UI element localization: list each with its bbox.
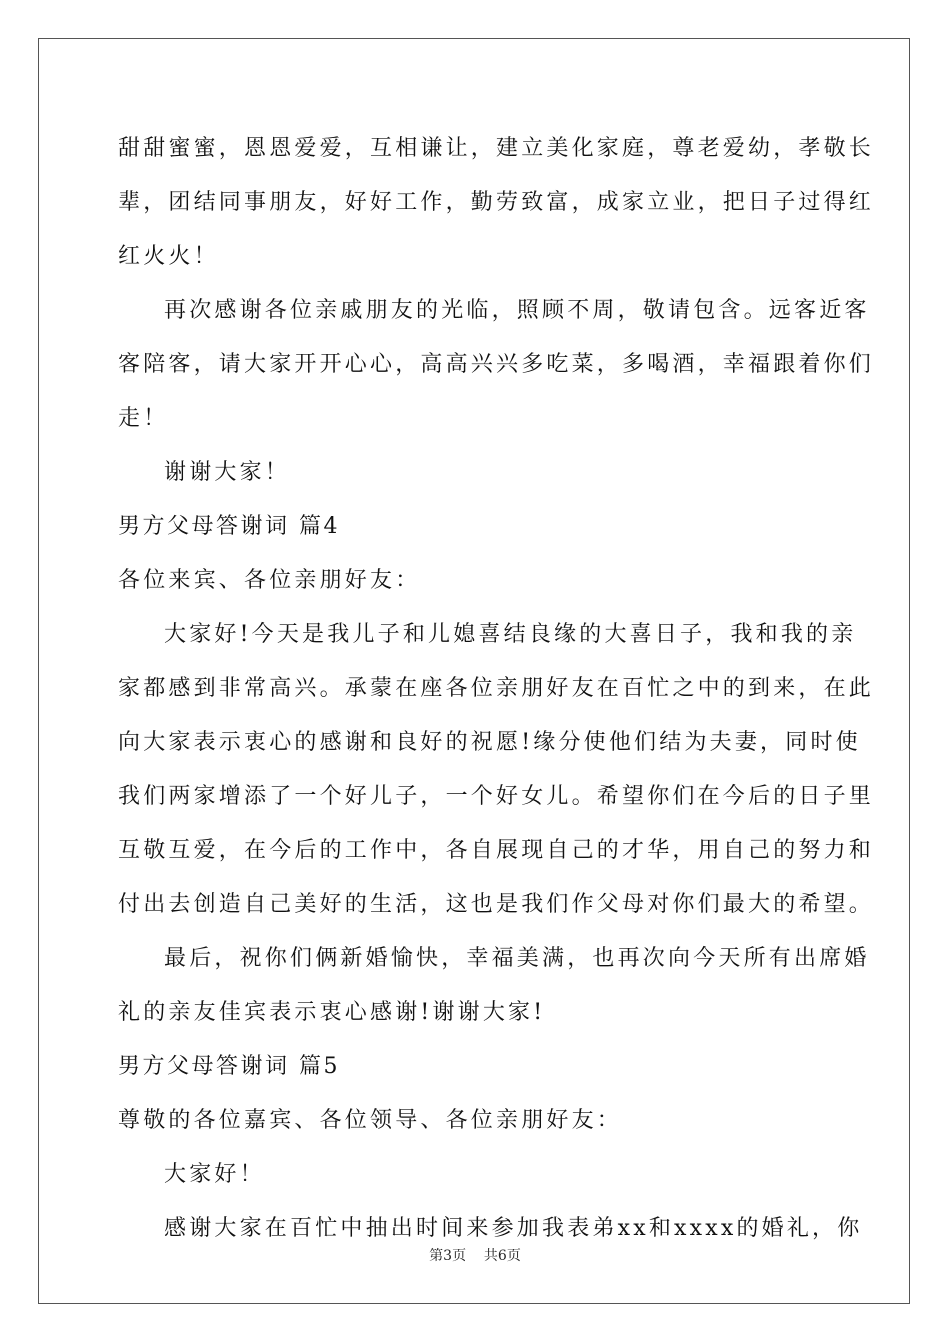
- text-line: 红火火！: [118, 244, 219, 269]
- paragraph-start-line: 大家好！: [164, 1162, 265, 1187]
- text-line: 客陪客，请大家开开心心，高高兴兴多吃菜，多喝酒，幸福跟着你们: [118, 352, 875, 377]
- paragraph-start-line: 谢谢大家！: [164, 460, 291, 485]
- document-body: [118, 122, 875, 1256]
- section-heading: 男方父母答谢词 篇4: [118, 514, 340, 539]
- paragraph-start-line: 再次感谢各位亲戚朋友的光临，照顾不周，敬请包含。远客近客: [164, 298, 870, 323]
- text-line: 辈，团结同事朋友，好好工作，勤劳致富，成家立业，把日子过得红: [118, 190, 875, 215]
- text-line: 我们两家增添了一个好儿子，一个好女儿。希望你们在今后的日子里: [118, 784, 875, 809]
- text-line: 走！: [118, 406, 169, 431]
- total-pages-label: 共6页: [483, 1248, 521, 1264]
- text-line: 互敬互爱，在今后的工作中，各自展现自己的才华，用自己的努力和: [118, 838, 875, 863]
- text-line: 付出去创造自己美好的生活，这也是我们作父母对你们最大的希望。: [118, 892, 875, 917]
- paragraph-start-line: 最后，祝你们俩新婚愉快，幸福美满，也再次向今天所有出席婚: [164, 946, 870, 971]
- section-heading: 男方父母答谢词 篇5: [118, 1054, 340, 1079]
- salutation-line: 尊敬的各位嘉宾、各位领导、各位亲朋好友：: [118, 1108, 623, 1133]
- current-page-label: 第3页: [429, 1248, 467, 1264]
- text-line: 礼的亲友佳宾表示衷心感谢!谢谢大家!: [118, 1000, 546, 1025]
- page-footer: [0, 1246, 950, 1266]
- text-line: 向大家表示衷心的感谢和良好的祝愿!缘分使他们结为夫妻，同时使: [118, 730, 861, 755]
- paragraph-start-line: 大家好!今天是我儿子和儿媳喜结良缘的大喜日子，我和我的亲: [164, 622, 857, 647]
- text-line: 甜甜蜜蜜，恩恩爱爱，互相谦让，建立美化家庭，尊老爱幼，孝敬长: [118, 136, 875, 161]
- text-line: 家都感到非常高兴。承蒙在座各位亲朋好友在百忙之中的到来，在此: [118, 676, 875, 701]
- salutation-line: 各位来宾、各位亲朋好友：: [118, 568, 421, 593]
- paragraph-start-line: 感谢大家在百忙中抽出时间来参加我表弟xx和xxxx的婚礼，你: [164, 1216, 863, 1241]
